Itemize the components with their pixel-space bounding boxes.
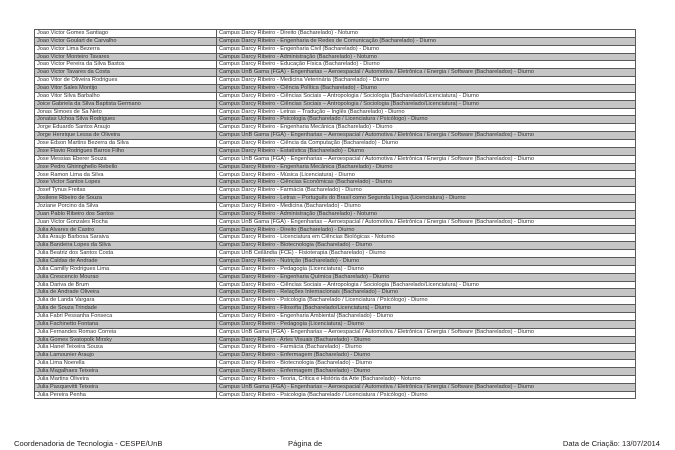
table-row (35, 30, 636, 38)
candidate-name-cell: Julia Dariva de Brum (35, 281, 217, 289)
results-table (34, 29, 636, 399)
table-row (35, 92, 636, 100)
course-cell: Campus Darcy Ribeiro - Música (Licenciatura) - Diurno (217, 171, 636, 179)
candidate-name-cell: Julia Lima Noerella (35, 360, 217, 368)
course-cell: Campus Darcy Ribeiro - Letras – Tradução – Inglês (Bacharelado) - Diurno (217, 108, 636, 116)
course-cell: Campus Darcy Ribeiro - Biotecnologia (Bacharelado) - Diurno (217, 360, 636, 368)
table-row (35, 187, 636, 195)
candidate-name-cell: Joao Victor Monteiro Tavares (35, 53, 217, 61)
candidate-name-cell: Jonatas Uchoa Silva Rodrigues (35, 116, 217, 124)
candidate-name-cell: Juan Victor Gonzales Rocha (35, 218, 217, 226)
candidate-name-cell: Julia Alvares de Castro (35, 226, 217, 234)
candidate-name-cell: Julia de Souza Trindade (35, 305, 217, 313)
candidate-name-cell: Julia de Andrade Oliveira (35, 289, 217, 297)
candidate-name-cell: Jorge Henrique Lessa de Oliveira (35, 132, 217, 140)
candidate-name-cell: Julia de Landa Vargara (35, 297, 217, 305)
table-row (35, 163, 636, 171)
table-row (35, 305, 636, 313)
course-cell: Campus Darcy Ribeiro - Farmácia (Bacharelado) - Diurno (217, 344, 636, 352)
table-row (35, 360, 636, 368)
candidate-name-cell: Joao Vitor Silva Barbalho (35, 92, 217, 100)
course-cell: Campus Darcy Ribeiro - Engenharia Civil (Bacharelado) - Diurno (217, 45, 636, 53)
course-cell: Campus Darcy Ribeiro - Ciência Política (Bacharelado) - Diurno (217, 85, 636, 93)
course-cell: Campus Darcy Ribeiro - Nutrição (Bacharelado) - Diurno (217, 257, 636, 265)
table-row (35, 53, 636, 61)
table-row (35, 132, 636, 140)
course-cell: Campus UnB Gama (FGA) - Engenharias – Aeroespacial / Automotiva / Eletrônica / Energia / Software (Bacharelados) - Diurno (217, 383, 636, 391)
table-row (35, 100, 636, 108)
candidate-name-cell: Julia Magalhaes Teixeira (35, 367, 217, 375)
course-cell: Campus Darcy Ribeiro - Filosofia (Bacharelado/Licenciatura) - Diurno (217, 305, 636, 313)
table-row (35, 320, 636, 328)
table-row (35, 140, 636, 148)
candidate-name-cell: Josilene Ribeiro de Souza (35, 195, 217, 203)
course-cell: Campus Darcy Ribeiro - Licenciatura em Ciências Biológicas - Noturno (217, 234, 636, 242)
candidate-name-cell: Julia Camilly Rodrigues Lima (35, 265, 217, 273)
candidate-name-cell: Juan Pablo Ribeiro dos Santos (35, 210, 217, 218)
footer-organization: Coordenadoria de Tecnologia - CESPE/UnB (14, 439, 163, 448)
candidate-name-cell: Jose Edson Martins Bezerra da Silva (35, 140, 217, 148)
course-cell: Campus Darcy Ribeiro - Ciências Sociais – Antropologia / Sociologia (Bacharelado/Licenciatura) - Diurno (217, 100, 636, 108)
candidate-name-cell: Joice Gabriela da Silva Baptista Germano (35, 100, 217, 108)
table-row (35, 312, 636, 320)
table-row (35, 147, 636, 155)
footer-creation-date: Data de Criação: 13/07/2014 (562, 439, 660, 448)
table-row (35, 265, 636, 273)
course-cell: Campus Darcy Ribeiro - Engenharia Mecânica (Bacharelado) - Diurno (217, 163, 636, 171)
candidate-name-cell: Joziane Porcino da Silva (35, 202, 217, 210)
table-row (35, 179, 636, 187)
table-row (35, 171, 636, 179)
course-cell: Campus Darcy Ribeiro - Enfermagem (Bacharelado) - Diurno (217, 367, 636, 375)
candidate-name-cell: Julia Crescencio Mourao (35, 273, 217, 281)
table-row (35, 195, 636, 203)
candidate-name-cell: Joao Victor Lima Bezerra (35, 45, 217, 53)
course-cell: Campus Darcy Ribeiro - Farmácia (Bacharelado) - Diurno (217, 187, 636, 195)
candidate-name-cell: Joao Vitor Sales Montijo (35, 85, 217, 93)
table-row (35, 391, 636, 399)
table-row (35, 328, 636, 336)
course-cell: Campus Darcy Ribeiro - Letras – Português do Brasil como Segunda Língua (Licenciatura) - Diurno (217, 195, 636, 203)
candidate-name-cell: Julia Lamounier Araujo (35, 352, 217, 360)
course-cell: Campus UnB Gama (FGA) - Engenharias – Aeroespacial / Automotiva / Eletrônica / Energia / Software (Bacharelados) - Diurno (217, 155, 636, 163)
table-row (35, 45, 636, 53)
table-row (35, 257, 636, 265)
course-cell: Campus Darcy Ribeiro - Psicologia (Bacharelado / Licenciatura / Psicólogo) - Diurno (217, 391, 636, 399)
table-row (35, 202, 636, 210)
course-cell: Campus Darcy Ribeiro - Teoria, Crítica e História da Arte (Bacharelado) - Noturno (217, 375, 636, 383)
candidate-name-cell: Jose Messias Eberer Souza (35, 155, 217, 163)
table-row (35, 273, 636, 281)
candidate-name-cell: Joao Victor Goulart de Carvalho (35, 37, 217, 45)
course-cell: Campus Darcy Ribeiro - Educação Física (Bacharelado) - Diurno (217, 61, 636, 69)
candidate-name-cell: Jose Victor Santos Lopes (35, 179, 217, 187)
course-cell: Campus UnB Gama (FGA) - Engenharias – Aeroespacial / Automotiva / Eletrônica / Energia / Software (Bacharelados) - Diurno (217, 132, 636, 140)
course-cell: Campus Darcy Ribeiro - Estatística (Bacharelado) - Diurno (217, 147, 636, 155)
course-cell: Campus UnB Ceilândia (FCE) - Fisioterapia (Bacharelado) - Diurno (217, 250, 636, 258)
course-cell: Campus Darcy Ribeiro - Psicologia (Bacharelado / Licenciatura / Psicólogo) - Diurno (217, 116, 636, 124)
candidate-name-cell: Julia Fernandes Romao Correia (35, 328, 217, 336)
candidate-name-cell: Jonas Simoes de Sa Neto (35, 108, 217, 116)
course-cell: Campus UnB Gama (FGA) - Engenharias – Aeroespacial / Automotiva / Eletrônica / Energia / Software (Bacharelados) - Diurno (217, 328, 636, 336)
table-row (35, 155, 636, 163)
course-cell: Campus Darcy Ribeiro - Administração (Bacharelado) - Noturno (217, 53, 636, 61)
candidate-name-cell: Jose Pedro Ghiringhello Rebello (35, 163, 217, 171)
footer-page-number: Página de (288, 439, 323, 448)
table-row (35, 336, 636, 344)
course-cell: Campus Darcy Ribeiro - Psicologia (Bacharelado / Licenciatura / Psicólogo) - Diurno (217, 297, 636, 305)
table-row (35, 289, 636, 297)
table-row (35, 116, 636, 124)
table-row (35, 234, 636, 242)
course-cell: Campus Darcy Ribeiro - Administração (Bacharelado) - Noturno (217, 210, 636, 218)
candidate-name-cell: Julia Araujo Barbosa Saraiva (35, 234, 217, 242)
candidate-name-cell: Julia Beatriz dos Santos Costa (35, 250, 217, 258)
course-cell: Campus Darcy Ribeiro - Ciências Econômicas (Bacharelado) - Diurno (217, 179, 636, 187)
course-cell: Campus Darcy Ribeiro - Ciências Sociais – Antropologia / Sociologia (Bacharelado/Licenciatura) - Diurno (217, 92, 636, 100)
course-cell: Campus Darcy Ribeiro - Ciências Sociais – Antropologia / Sociologia (Bacharelado/Licenciatura) - Diurno (217, 281, 636, 289)
table-row (35, 226, 636, 234)
course-cell: Campus UnB Gama (FGA) - Engenharias – Aeroespacial / Automotiva / Eletrônica / Energia / Software (Bacharelados) - Diurno (217, 218, 636, 226)
table-row (35, 250, 636, 258)
candidate-name-cell: Julia Pasquevitti Teixeira (35, 383, 217, 391)
table-row (35, 281, 636, 289)
table-row (35, 69, 636, 77)
candidate-name-cell: Joao Victor Tavares da Costa (35, 69, 217, 77)
candidate-name-cell: Julia Martins Oliveira (35, 375, 217, 383)
table-row (35, 218, 636, 226)
course-cell: Campus Darcy Ribeiro - Direito (Bacharelado) - Noturno (217, 30, 636, 38)
course-cell: Campus Darcy Ribeiro - Pedagogia (Licenciatura) - Diurno (217, 320, 636, 328)
course-cell: Campus Darcy Ribeiro - Enfermagem (Bacharelado) - Diurno (217, 352, 636, 360)
candidate-name-cell: Joao Victor Pereira da Silva Bastos (35, 61, 217, 69)
course-cell: Campus Darcy Ribeiro - Biotecnologia (Bacharelado) - Diurno (217, 242, 636, 250)
table-row (35, 61, 636, 69)
table-row (35, 297, 636, 305)
candidate-name-cell: Julia Bandeira Lopes da Silva (35, 242, 217, 250)
course-cell: Campus Darcy Ribeiro - Engenharia Ambiental (Bacharelado) - Diurno (217, 312, 636, 320)
course-cell: Campus Darcy Ribeiro - Engenharia Mecânica (Bacharelado) - Diurno (217, 124, 636, 132)
candidate-name-cell: Jose Ramon Lima da Silva (35, 171, 217, 179)
table-row (35, 85, 636, 93)
table-row (35, 210, 636, 218)
course-cell: Campus UnB Gama (FGA) - Engenharias – Aeroespacial / Automotiva / Eletrônica / Energia / Software (Bacharelados) - Diurno (217, 69, 636, 77)
course-cell: Campus Darcy Ribeiro - Artes Visuais (Bacharelado) - Diurno (217, 336, 636, 344)
table-row (35, 77, 636, 85)
course-cell: Campus Darcy Ribeiro - Pedagogia (Licenciatura) - Diurno (217, 265, 636, 273)
course-cell: Campus Darcy Ribeiro - Engenharia Química (Bacharelado) - Diurno (217, 273, 636, 281)
candidate-name-cell: Julia Caldas de Andrade (35, 257, 217, 265)
candidate-name-cell: Julia Gomes Svatopolk Mirsky (35, 336, 217, 344)
table-row (35, 124, 636, 132)
candidate-name-cell: Julia Pereira Penha (35, 391, 217, 399)
table-row (35, 108, 636, 116)
candidate-name-cell: Julia Fabri Pessanha Fonseca (35, 312, 217, 320)
table-row (35, 37, 636, 45)
course-cell: Campus Darcy Ribeiro - Direito (Bacharelado) - Diurno (217, 226, 636, 234)
candidate-name-cell: Josef Tynus Freitas (35, 187, 217, 195)
course-cell: Campus Darcy Ribeiro - Relações Internacionais (Bacharelado) - Diurno (217, 289, 636, 297)
course-cell: Campus Darcy Ribeiro - Medicina (Bacharelado) - Diurno (217, 202, 636, 210)
table-row (35, 383, 636, 391)
table-row (35, 344, 636, 352)
table-row (35, 375, 636, 383)
candidate-name-cell: Jorge Eduardo Santos Araujo (35, 124, 217, 132)
course-cell: Campus Darcy Ribeiro - Medicina Veterinária (Bacharelado) - Diurno (217, 77, 636, 85)
candidate-name-cell: Julia Hanel Teixeira Sousa (35, 344, 217, 352)
results-table-body (35, 30, 636, 399)
candidate-name-cell: Joao Victor Gomes Santiago (35, 30, 217, 38)
candidate-name-cell: Julia Fachinetto Fontana (35, 320, 217, 328)
candidate-name-cell: Joao Vitor de Oliveira Rodrigues (35, 77, 217, 85)
table-row (35, 352, 636, 360)
candidate-name-cell: Jose Flavio Rodrigues Barros Filho (35, 147, 217, 155)
course-cell: Campus Darcy Ribeiro - Engenharia de Redes de Comunicação (Bacharelado) - Diurno (217, 37, 636, 45)
table-row (35, 367, 636, 375)
course-cell: Campus Darcy Ribeiro - Ciência da Computação (Bacharelado) - Diurno (217, 140, 636, 148)
table-row (35, 242, 636, 250)
